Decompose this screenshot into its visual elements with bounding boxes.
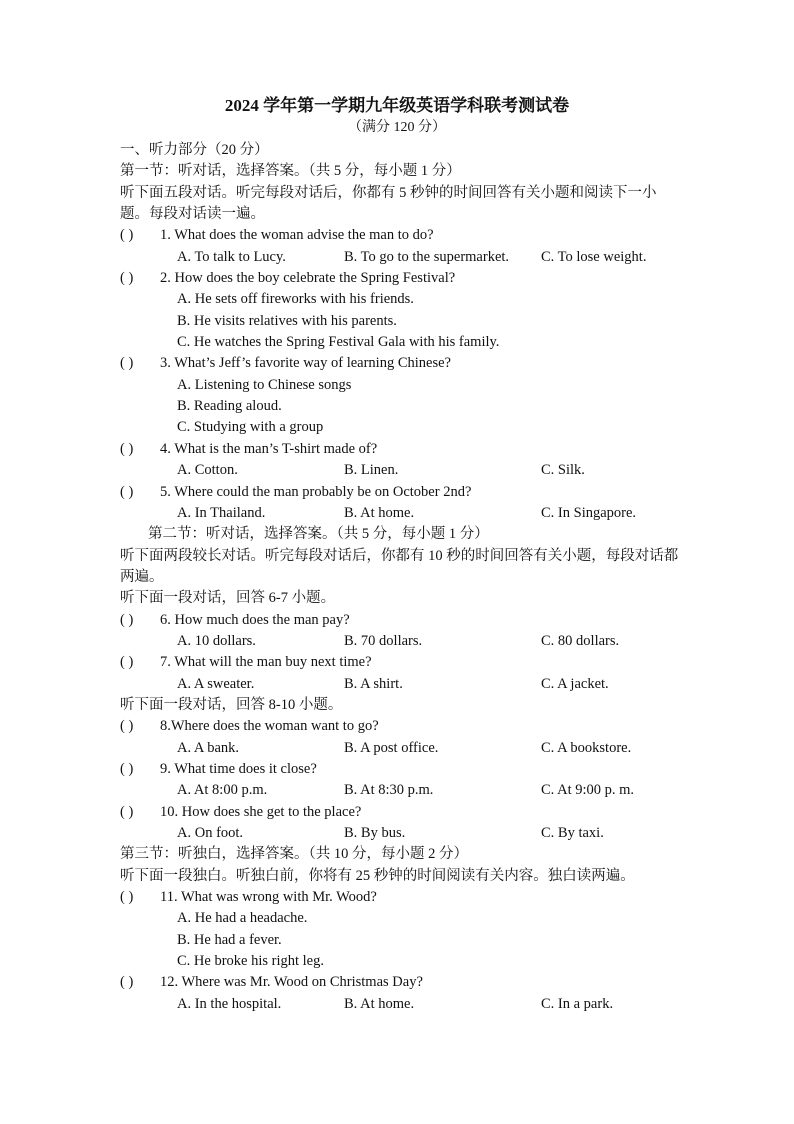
options-row <box>120 503 680 524</box>
answer-blank[interactable]: ( ) <box>120 718 134 735</box>
question <box>120 439 680 460</box>
question <box>120 268 680 289</box>
section-2-heading: 第二节：听对话，选择答案。（共 5 分，每小题 1 分） <box>148 526 489 543</box>
section-1-instruction: 听下面五段对话。听完每段对话后，你都有 5 秒钟的时间回答有关小题和阅读下一小题。每段对话读一遍。 <box>120 184 657 223</box>
question <box>120 716 680 737</box>
option-c: C. By taxi. <box>541 825 604 841</box>
option-b: B. He had a fever. <box>177 931 282 948</box>
question-stem: 9. What time does it close? <box>160 760 317 777</box>
question-stem: 5. Where could the man probably be on October 2nd? <box>160 483 472 500</box>
answer-blank[interactable]: ( ) <box>120 654 134 671</box>
question-stem: 1. What does the woman advise the man to do? <box>160 227 434 244</box>
option-c: C. 80 dollars. <box>541 632 620 649</box>
options-row <box>120 631 680 652</box>
answer-blank[interactable]: ( ) <box>120 889 134 906</box>
option-b: B. At 8:30 p.m. <box>344 782 434 799</box>
question <box>120 610 680 631</box>
answer-blank[interactable]: ( ) <box>120 355 134 372</box>
option-a: A. In Thailand. <box>177 504 266 521</box>
option-a: A. 10 dollars. <box>177 632 256 649</box>
option-b: B. Reading aloud. <box>177 398 282 415</box>
question-stem: 8.Where does the woman want to go? <box>160 718 379 735</box>
option-c: C. In Singapore. <box>541 504 637 521</box>
section-1-heading: 第一节：听对话，选择答案。（共 5 分，每小题 1 分） <box>120 163 461 180</box>
option-a: A. He had a headache. <box>177 910 308 927</box>
question <box>120 972 680 993</box>
answer-blank[interactable]: ( ) <box>120 227 134 244</box>
option-a: A. A bank. <box>177 739 240 756</box>
answer-blank[interactable]: ( ) <box>120 483 134 500</box>
question <box>120 353 680 374</box>
option-c: C. Studying with a group <box>177 419 324 436</box>
option-c: C. Silk. <box>541 462 585 479</box>
section-2-instruction: 听下面两段较长对话。听完每段对话后，你都有 10 秒的时间回答有关小题，每段对话都两遍。 <box>120 547 679 585</box>
option-c: C. In a park. <box>541 995 614 1012</box>
option-b: B. A post office. <box>344 739 439 756</box>
question <box>120 652 680 673</box>
options-row <box>120 247 680 268</box>
option-c: C. He broke his right leg. <box>177 953 324 970</box>
question-stem: 12. Where was Mr. Wood on Christmas Day? <box>160 974 423 991</box>
question <box>120 887 680 908</box>
option-c: C. A bookstore. <box>541 739 632 756</box>
question-stem: 10. How does she get to the place? <box>160 803 362 820</box>
option-b: B. By bus. <box>344 825 406 841</box>
options-row <box>120 460 680 481</box>
option-b: B. He visits relatives with his parents. <box>177 312 397 329</box>
exam-content <box>120 140 680 1015</box>
question-stem: 3. What’s Jeff’s favorite way of learning Chinese? <box>160 355 451 372</box>
answer-blank[interactable]: ( ) <box>120 760 134 777</box>
section-3-heading: 第三节：听独白，选择答案。（共 10 分，每小题 2 分） <box>120 846 468 863</box>
question-stem: 4. What is the man’s T-shirt made of? <box>160 440 378 457</box>
question-stem: 2. How does the boy celebrate the Spring Festival? <box>160 270 456 287</box>
section-3-instruction: 听下面一段独白。听独白前，你将有 25 秒钟的时间阅读有关内容。独白读两遍。 <box>120 867 635 884</box>
option-c: C. A jacket. <box>541 675 609 692</box>
option-b: B. Linen. <box>344 462 399 479</box>
answer-blank[interactable]: ( ) <box>120 270 134 287</box>
option-a: A. He sets off fireworks with his friends. <box>177 291 414 308</box>
answer-blank[interactable]: ( ) <box>120 974 134 991</box>
option-b: B. 70 dollars. <box>344 632 423 649</box>
answer-blank[interactable]: ( ) <box>120 803 134 820</box>
question-stem: 11. What was wrong with Mr. Wood? <box>160 889 377 906</box>
option-a: A. A sweater. <box>177 675 255 692</box>
options-row <box>120 738 680 759</box>
options-row <box>120 994 680 1015</box>
question <box>120 225 680 246</box>
option-a: A. At 8:00 p.m. <box>177 782 268 799</box>
answer-blank[interactable]: ( ) <box>120 611 134 628</box>
option-a: A. Listening to Chinese songs <box>177 376 352 393</box>
option-b: B. At home. <box>344 995 415 1012</box>
question-stem: 6. How much does the man pay? <box>160 611 350 628</box>
option-b: B. At home. <box>344 504 415 521</box>
page-title: 2024 学年第一学期九年级英语学科联考测试卷 <box>224 96 570 115</box>
options-row <box>120 823 680 844</box>
option-b: B. To go to the supermarket. <box>344 248 510 265</box>
question <box>120 482 680 503</box>
option-c: C. He watches the Spring Festival Gala with his family. <box>177 334 500 351</box>
option-a: A. To talk to Lucy. <box>177 248 286 265</box>
page-subtitle: （满分 120 分） <box>348 120 446 135</box>
option-c: C. To lose weight. <box>541 248 647 265</box>
option-c: C. At 9:00 p. m. <box>541 782 635 799</box>
dialogue-1-instruction: 听下面一段对话，回答 6-7 小题。 <box>120 590 336 607</box>
option-a: A. In the hospital. <box>177 995 282 1012</box>
options-row <box>120 780 680 801</box>
answer-blank[interactable]: ( ) <box>120 440 134 457</box>
options-row <box>120 674 680 695</box>
question-stem: 7. What will the man buy next time? <box>160 654 372 671</box>
option-a: A. On foot. <box>177 825 244 841</box>
question <box>120 759 680 780</box>
question <box>120 802 680 823</box>
dialogue-2-instruction: 听下面一段对话，回答 8-10 小题。 <box>120 696 343 713</box>
option-b: B. A shirt. <box>344 675 403 692</box>
option-a: A. Cotton. <box>177 462 238 479</box>
part-heading: 一、听力部分（20 分） <box>120 142 269 158</box>
